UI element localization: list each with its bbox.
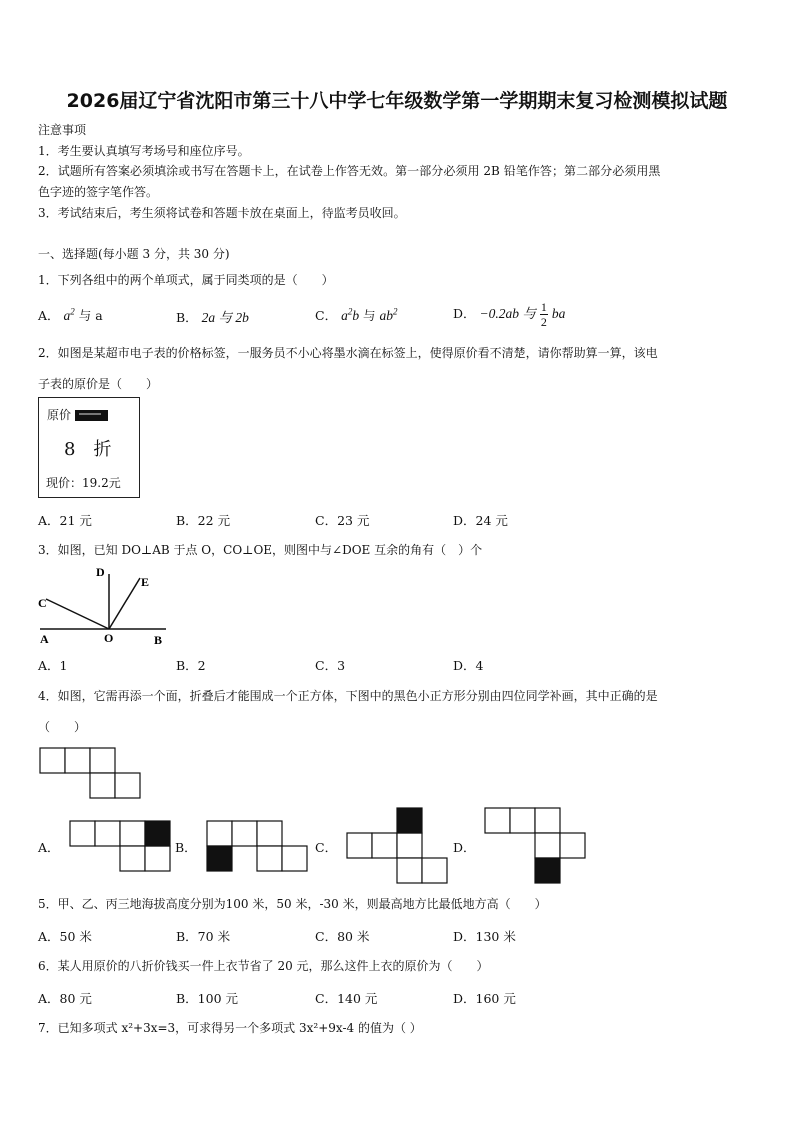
- added-black-square: [145, 821, 170, 846]
- q1-option-c: [315, 306, 398, 324]
- q1-option-b: [176, 306, 249, 326]
- q2-stem-line1: 2．如图是某超市电子表的价格标签，一服务员不小心将墨水滴在标签上，使得原价看不清楚，请你帮助算一算，该电: [38, 346, 658, 360]
- q4-option-a-net: [68, 819, 174, 873]
- net-cell: [560, 833, 585, 858]
- q1-option-d: [453, 300, 565, 329]
- q5-option-b: B．70 米: [176, 929, 231, 944]
- q4-option-c-net: [345, 806, 451, 886]
- q1-option-c-mid: 与: [363, 308, 376, 323]
- added-black-square: [397, 808, 422, 833]
- net-cell: [115, 773, 140, 798]
- net-cell: [257, 821, 282, 846]
- net-cell: [485, 808, 510, 833]
- q1-fraction-numerator: 1: [540, 300, 547, 314]
- net-cell: [95, 821, 120, 846]
- q2-option-a: A．21 元: [38, 513, 92, 528]
- q1-option-d-fraction: [540, 300, 548, 329]
- q4-base-net: [38, 746, 144, 800]
- net-cell: [397, 833, 422, 858]
- net-cell: [90, 773, 115, 798]
- q1-option-c-label: C．: [315, 308, 338, 323]
- q1-fraction-denominator: 2: [540, 315, 547, 329]
- net-cell: [120, 821, 145, 846]
- q1-option-d-pre: −0.2ab 与: [479, 306, 536, 321]
- price-tag: [38, 397, 140, 498]
- net-cell: [510, 808, 535, 833]
- net-cell: [535, 808, 560, 833]
- price-tag-discount: 8 折: [64, 439, 112, 460]
- net-cell: [422, 858, 447, 883]
- q4-stem-line2: （ ）: [38, 720, 87, 734]
- q3-stem: 3．如图，已知 DO⊥AB 于点 O，CO⊥OE，则图中与∠DOE 互余的角有（ ）个: [38, 543, 483, 557]
- ink-blot: [75, 410, 108, 421]
- q4-option-d-label: D．: [453, 840, 476, 855]
- q1-option-a-text: 与 a: [78, 308, 103, 323]
- q6-option-a: A．80 元: [38, 991, 92, 1006]
- net-cell: [397, 858, 422, 883]
- net-cell: [65, 748, 90, 773]
- line-oe: [109, 578, 140, 629]
- section-heading: 一、选择题(每小题 3 分，共 30 分): [38, 247, 230, 261]
- q4-option-d-net: [483, 806, 589, 886]
- q1-option-d-post: ba: [551, 306, 566, 321]
- price-tag-original-label: 原价: [47, 408, 72, 422]
- q1-option-b-text: 2a 与 2b: [201, 310, 249, 325]
- net-cell: [372, 833, 397, 858]
- net-cell: [232, 821, 257, 846]
- net-cell: [257, 846, 282, 871]
- added-black-square: [207, 846, 232, 871]
- q3-option-a: A．1: [38, 658, 68, 673]
- net-cell: [90, 748, 115, 773]
- q4-option-b-label: B．: [175, 840, 197, 855]
- q5-stem: 5．甲、乙、丙三地海拔高度分别为100 米，50 米，-30 米，则最高地方比最低地方高（ ）: [38, 897, 547, 911]
- q4-option-a-label: A．: [38, 840, 60, 855]
- q1-option-c-expr2: $ab^2$: [379, 306, 398, 323]
- q6-option-c: C．140 元: [315, 991, 378, 1006]
- net-cell: [207, 821, 232, 846]
- q7-stem: 7．已知多项式 x²+3x=3，可求得另一个多项式 3x²+9x-4 的值为（ ）: [38, 1021, 422, 1035]
- q5-option-d: D．130 米: [453, 929, 516, 944]
- q1-option-d-label: D．: [453, 306, 476, 321]
- q2-option-d: D．24 元: [453, 513, 508, 528]
- page-title: 2026届辽宁省沈阳市第三十八中学七年级数学第一学期期末复习检测模拟试题: [66, 90, 728, 112]
- price-tag-original: [47, 406, 108, 423]
- q5-option-c: C．80 米: [315, 929, 370, 944]
- net-cell: [120, 846, 145, 871]
- notice-item-2: 2．试题所有答案必须填涂或书写在答题卡上，在试卷上作答无效。第一部分必须用 2B 铅笔作答；第二部分必须用黑: [38, 164, 661, 178]
- q1-option-a: [38, 306, 103, 324]
- notice-item-1: 1．考生要认真填写考场号和座位序号。: [38, 144, 250, 158]
- q2-option-c: C．23 元: [315, 513, 370, 528]
- notice-item-2-cont: 色字迹的签字笔作答。: [38, 185, 159, 199]
- q2-stem-line2: 子表的原价是（ ）: [38, 377, 159, 391]
- net-cell: [282, 846, 307, 871]
- notice-heading: 注意事项: [38, 123, 87, 137]
- net-cell: [145, 846, 170, 871]
- q4-option-b-net: [205, 819, 313, 873]
- price-tag-current: 现价：19.2元: [46, 476, 121, 490]
- notice-item-3: 3．考试结束后，考生须将试卷和答题卡放在桌面上，待监考员收回。: [38, 206, 406, 220]
- q1-option-a-label: A．: [38, 308, 60, 323]
- q3-option-c: C．3: [315, 658, 346, 673]
- net-cell: [347, 833, 372, 858]
- q5-option-a: A．50 米: [38, 929, 92, 944]
- q3-option-b: B．2: [176, 658, 206, 673]
- q2-option-b: B．22 元: [176, 513, 231, 528]
- q1-option-b-label: B．: [176, 310, 198, 325]
- line-oc: [46, 599, 109, 629]
- label-e: E: [141, 575, 150, 589]
- label-o: O: [104, 631, 114, 645]
- label-d: D: [96, 565, 105, 579]
- label-c: C: [38, 596, 47, 610]
- label-a: A: [40, 632, 49, 646]
- net-cell: [535, 833, 560, 858]
- added-black-square: [535, 858, 560, 883]
- net-cell: [40, 748, 65, 773]
- q3-option-d: D．4: [453, 658, 484, 673]
- q1-stem: 1．下列各组中的两个单项式，属于同类项的是（ ）: [38, 273, 334, 287]
- q1-option-a-expr: $a^2$: [63, 306, 75, 323]
- q3-angle-figure: [30, 562, 180, 648]
- q6-stem: 6．某人用原价的八折价钱买一件上衣节省了 20 元，那么这件上衣的原价为（ ）: [38, 959, 489, 973]
- net-cell: [70, 821, 95, 846]
- q6-option-b: B．100 元: [176, 991, 239, 1006]
- q1-option-c-expr1: $a^2b$: [341, 306, 360, 323]
- label-b: B: [154, 633, 163, 647]
- q4-stem-line1: 4．如图，它需再添一个面，折叠后才能围成一个正方体，下图中的黑色小正方形分别由四位同学补画，其中正确的是: [38, 689, 658, 703]
- q4-option-c-label: C．: [315, 840, 338, 855]
- q6-option-d: D．160 元: [453, 991, 516, 1006]
